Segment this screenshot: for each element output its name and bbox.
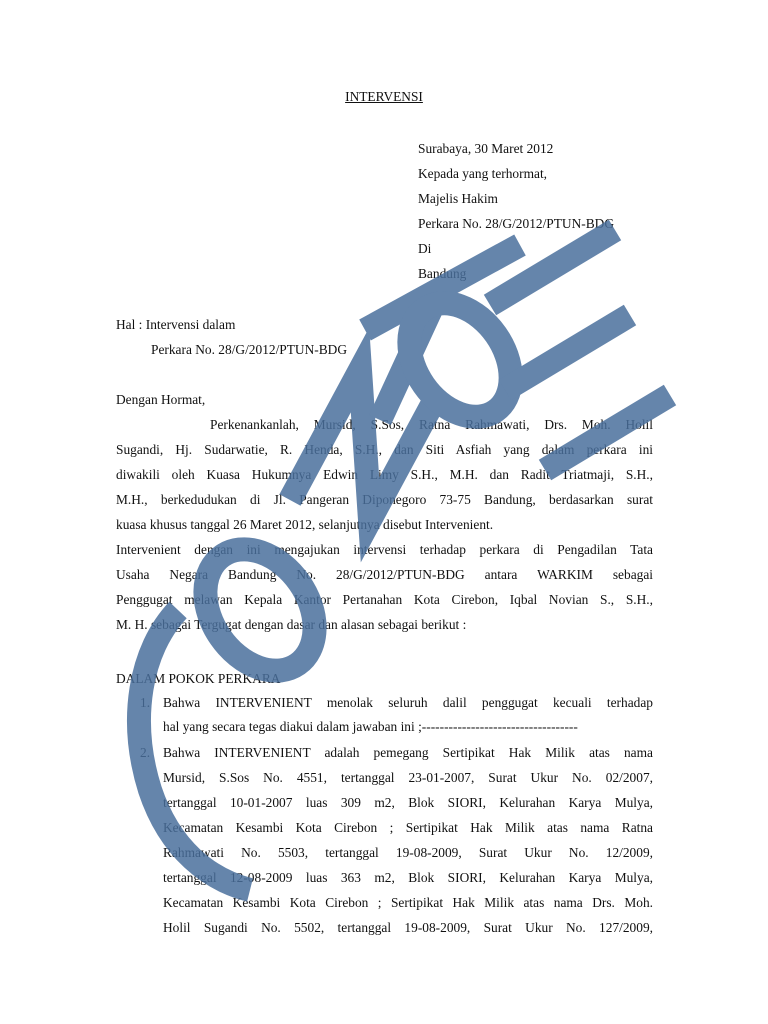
- subject-block: [116, 312, 347, 362]
- subject-line: Hal : Intervensi dalam: [116, 317, 236, 332]
- address-block: [418, 136, 614, 286]
- address-line-greeting: Kepada yang terhormat,: [418, 166, 548, 181]
- paragraph2-line: M. H. sebagai Tergugat dengan dasar dan alasan sebagai berikut :: [116, 617, 467, 632]
- address-line-recipient: Majelis Hakim: [418, 191, 498, 206]
- address-line-date: Surabaya, 30 Maret 2012: [418, 141, 554, 156]
- list-item-line: Bahwa INTERVENIENT adalah pemegang Sertipikat Hak Milik atas nama: [163, 745, 653, 760]
- paragraph1-line: M.H., berkedudukan di Jl. Pangeran Diponegoro 73-75 Bandung, berdasarkan surat: [116, 492, 653, 507]
- list-item-line: Kecamatan Kesambi Kota Cirebon ; Sertipikat Hak Milik atas nama Drs. Moh.: [163, 895, 653, 910]
- paragraph1-line: Perkenankanlah, Mursid, S.Sos, Ratna Rahmawati, Drs. Moh. Holil: [210, 417, 653, 432]
- list-item-line: Mursid, S.Sos No. 4551, tertanggal 23-01-2007, Surat Ukur No. 02/2007,: [163, 770, 653, 785]
- subject-case-line: Perkara No. 28/G/2012/PTUN-BDG: [151, 342, 348, 357]
- list-item-number: 1.: [140, 695, 151, 710]
- list-item-line: tertanggal 12-08-2009 luas 363 m2, Blok SIORI, Kelurahan Karya Mulya,: [163, 870, 653, 885]
- list-item-number: 2.: [140, 745, 151, 760]
- address-line-di: Di: [418, 241, 432, 256]
- list-item-line: Rahmawati No. 5503, tertanggal 19-08-2009, Surat Ukur No. 12/2009,: [163, 845, 653, 860]
- list-item-line: tertanggal 10-01-2007 luas 309 m2, Blok SIORI, Kelurahan Karya Mulya,: [163, 795, 653, 810]
- paragraph1-line: Sugandi, Hj. Sudarwatie, R. Henda, S.H., dan Siti Asfiah yang dalam perkara ini: [116, 442, 653, 457]
- paragraph1-line: kuasa khusus tanggal 26 Maret 2012, selanjutnya disebut Intervenient.: [116, 517, 494, 532]
- document-title: INTERVENSI: [345, 89, 423, 104]
- paragraph2-line: Intervenient dengan ini mengajukan intervensi terhadap perkara di Pengadilan Tata: [116, 542, 653, 557]
- paragraph1-line: diwakili oleh Kuasa Hukumnya Edwin Limy S.H., M.H. dan Radit Triatmaji, S.H.,: [116, 467, 653, 482]
- section-heading: DALAM POKOK PERKARA: [116, 671, 281, 686]
- salutation: Dengan Hormat,: [116, 392, 206, 407]
- list-item-line: Bahwa INTERVENIENT menolak seluruh dalil penggugat kecuali terhadap: [163, 695, 653, 710]
- address-line-case: Perkara No. 28/G/2012/PTUN-BDG: [418, 216, 615, 231]
- paragraph2-line: Penggugat melawan Kepala Kantor Pertanahan Kota Cirebon, Iqbal Novian S., S.H.,: [116, 592, 653, 607]
- list-item-line: Holil Sugandi No. 5502, tertanggal 19-08-2009, Surat Ukur No. 127/2009,: [163, 920, 653, 935]
- list-item-line: hal yang secara tegas diakui dalam jawaban ini ;-----------------------------------: [163, 719, 578, 734]
- list-item-line: Kecamatan Kesambi Kota Cirebon ; Sertipikat Hak Milik atas nama Ratna: [163, 820, 653, 835]
- paragraph2-line: Usaha Negara Bandung No. 28/G/2012/PTUN-BDG antara WARKIM sebagai: [116, 567, 653, 582]
- address-line-city: Bandung: [418, 266, 467, 281]
